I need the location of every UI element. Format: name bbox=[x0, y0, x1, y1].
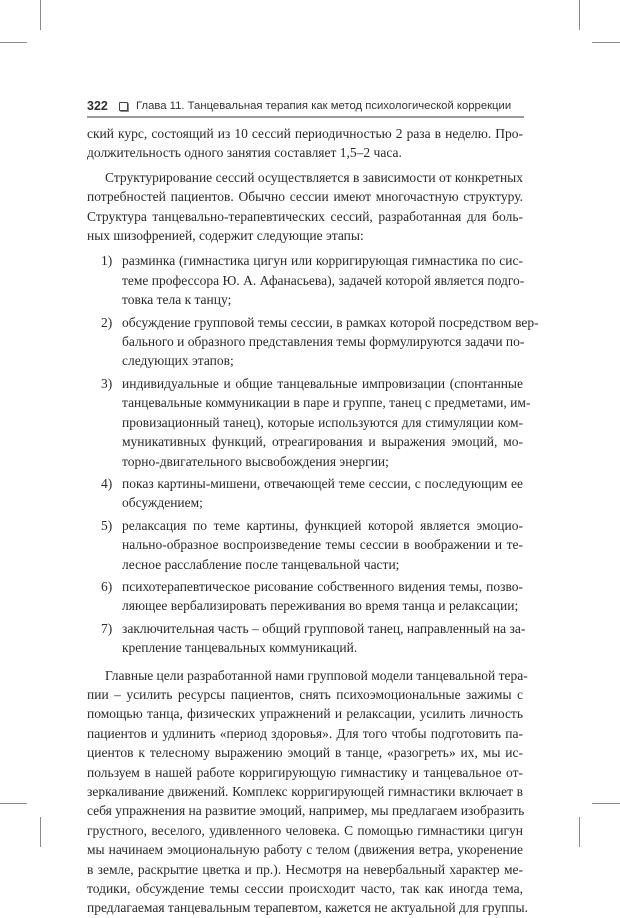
text-line: зеркаливание движений. Комплекс корригирующей гимнастики включает в bbox=[87, 784, 523, 799]
text-line: потребностей пациентов. Обычно сессии имеют многочастную структуру. bbox=[87, 189, 523, 205]
page-body bbox=[87, 124, 539, 918]
text-line: мы начинаем эмоциональную работу с телом (движения ветра, укоренение bbox=[87, 842, 523, 858]
text-line: следующих этапов; bbox=[122, 353, 234, 369]
text-line: психотерапевтическое рисование собственного видения темы, позво- bbox=[122, 578, 523, 594]
list-item bbox=[87, 516, 523, 574]
text-line: ных шизофренией, содержит следующие этапы: bbox=[87, 228, 364, 244]
text-line: товка тела к танцу; bbox=[122, 292, 232, 308]
text-line: разминка (гимнастика цигун или корригирующая гимнастика по сис- bbox=[122, 253, 523, 269]
text-line: обсуждением; bbox=[122, 495, 203, 511]
text-line: обсуждение групповой темы сессии, в рамках которой посредством вер- bbox=[122, 314, 539, 330]
page-number: 322 bbox=[87, 99, 108, 113]
text-line: циентов к телесному выражению эмоций в танце, «разогреть» их, мы ис- bbox=[87, 745, 523, 761]
paragraph-structure bbox=[87, 168, 523, 246]
crop-mark-bottom-left-vertical bbox=[40, 817, 41, 847]
crop-mark-top-right-vertical bbox=[579, 0, 580, 30]
text-line: ляющее вербализировать переживания во время танца и релаксации; bbox=[122, 598, 519, 614]
text-line: в земле, раскрытие цветка и пр.). Несмотря на невербальный характер ме- bbox=[87, 861, 523, 877]
text-line: теме профессора Ю. А. Афанасьева), задачей которой является подго- bbox=[122, 272, 525, 288]
list-item bbox=[87, 251, 523, 309]
list-item bbox=[87, 577, 523, 616]
list-item bbox=[87, 474, 523, 513]
text-line: ский курс, состоящий из 10 сессий периодичностью 2 раза в неделю. Про- bbox=[87, 126, 523, 141]
text-line: бального и образного представления темы формулируются задачи по- bbox=[122, 334, 525, 350]
crop-mark-top-left-vertical bbox=[40, 0, 41, 30]
text-line: себя упражнения на развитие эмоций, например, мы предлагаем изобразить bbox=[87, 803, 525, 819]
text-line: релаксация по теме картины, функцией которой является эмоцио- bbox=[122, 517, 523, 533]
text-line: торно-двигательного высвобождения энергии; bbox=[122, 453, 389, 469]
text-line: должительность одного занятия составляет 1,5–2 часа. bbox=[87, 145, 402, 161]
text-line: Структура танцевально-терапевтических сессий, разработанная для боль- bbox=[87, 208, 523, 224]
paragraph-continued bbox=[87, 124, 523, 163]
list-number: 3) bbox=[101, 375, 113, 391]
running-header bbox=[87, 97, 523, 115]
text-line: провизационный танец), которые используются для стимуляции ком- bbox=[122, 414, 523, 430]
list-item bbox=[87, 619, 526, 658]
text-line: нально-образное воспроизведение темы сессии в воображении и те- bbox=[122, 537, 523, 553]
text-line: Главные цели разработанной нами групповой модели танцевальной тера- bbox=[105, 667, 528, 683]
text-line: танцевальные коммуникации в паре и группе, танец с предметами, им- bbox=[122, 395, 531, 411]
text-line: показ картины-мишени, отвечающей теме сессии, с последующим ее bbox=[122, 475, 523, 491]
list-number: 2) bbox=[101, 314, 113, 330]
text-line: пациентов и удлинить «период здоровья». Для того чтобы подготовить па- bbox=[87, 725, 523, 741]
text-line: помощью танца, физических упражнений и релаксации, усилить личность bbox=[87, 706, 523, 722]
paragraph-goals bbox=[87, 666, 528, 918]
text-line: предлагаемая танцевальным терапевтом, кажется не актуальной для группы. bbox=[87, 900, 528, 916]
chapter-title: Глава 11. Танцевальная терапия как метод психологической коррекции bbox=[136, 100, 512, 112]
text-line: Структурирование сессий осуществляется в зависимости от конкретных bbox=[105, 169, 523, 185]
list-number: 5) bbox=[101, 517, 113, 533]
list-number: 4) bbox=[101, 475, 113, 491]
list-number: 1) bbox=[101, 253, 113, 269]
text-line: заключительная часть – общий групповой танец, направленный на за- bbox=[122, 620, 526, 636]
text-line: тодики, обсуждение темы сессии происходит часто, так как иногда тема, bbox=[87, 881, 523, 897]
crop-mark-top-left-horizontal bbox=[0, 42, 27, 43]
list-item bbox=[87, 313, 539, 371]
session-stages-list bbox=[87, 251, 539, 657]
crop-mark-bottom-right-vertical bbox=[579, 817, 580, 847]
text-line: муникативных функций, отреагирования и выражения эмоций, мо- bbox=[122, 434, 523, 450]
header-rule bbox=[87, 116, 524, 118]
text-line: крепление танцевальных коммуникаций. bbox=[122, 640, 358, 656]
square-bullet-icon bbox=[119, 102, 128, 111]
list-item bbox=[87, 374, 531, 471]
list-number: 6) bbox=[101, 578, 113, 594]
text-line: пии – усилить ресурсы пациентов, снять психоэмоциональные зажимы с bbox=[87, 686, 523, 702]
text-line: лесное расслабление после танцевальной части; bbox=[122, 556, 400, 572]
text-line: грустного, веселого, удивленного человека. С помощью гимнастики цигун bbox=[87, 822, 523, 838]
text-line: пользуем в нашей работе корригирующую гимнастику и танцевальное от- bbox=[87, 764, 523, 780]
crop-mark-bottom-right-horizontal bbox=[592, 803, 620, 804]
list-number: 7) bbox=[101, 620, 113, 636]
crop-mark-top-right-horizontal bbox=[592, 42, 620, 43]
text-line: индивидуальные и общие танцевальные импровизации (спонтанные bbox=[122, 375, 523, 391]
crop-mark-bottom-left-horizontal bbox=[0, 803, 27, 804]
